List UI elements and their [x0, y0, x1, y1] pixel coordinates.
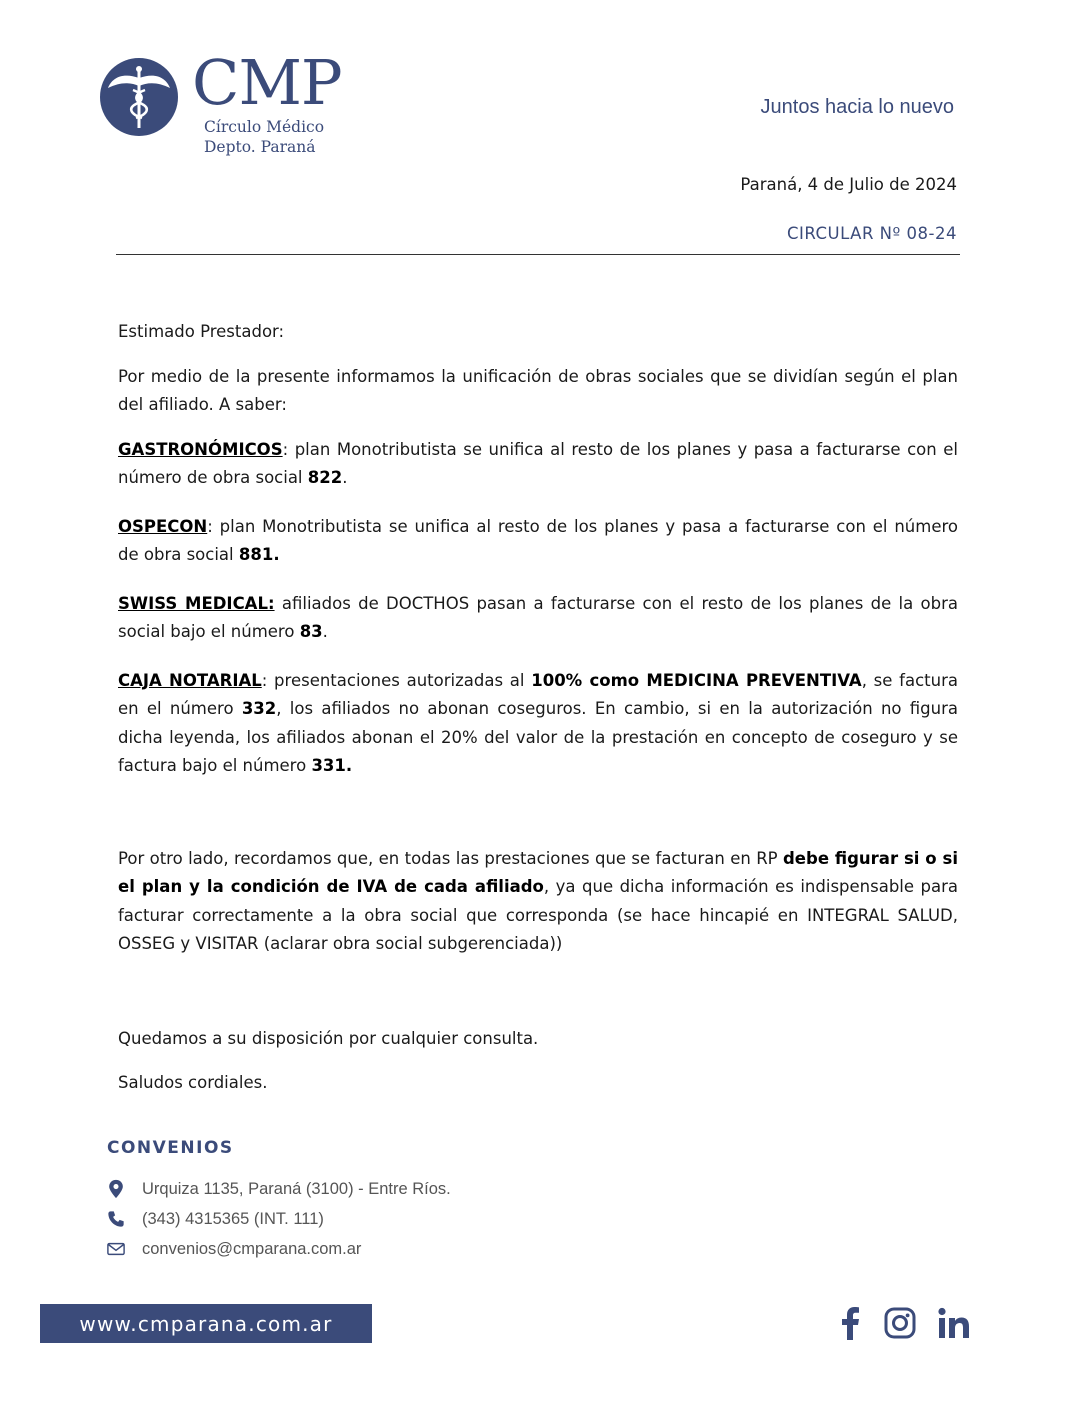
ospecon-label: OSPECON: [118, 516, 208, 536]
reminder-emphasis: debe figurar si o si el plan y la condición de IVA de cada afiliado: [118, 848, 959, 896]
intro-paragraph: Por medio de la presente informamos la unificación de obras sociales que se dividían según el plan del afiliado. A saber:: [118, 366, 958, 414]
gastronomicos-label: GASTRONÓMICOS: [118, 439, 283, 459]
logo-subtitle-line2: Depto. Paraná: [204, 138, 316, 156]
header-divider: [116, 254, 960, 255]
email-link[interactable]: convenios@cmparana.com.ar: [142, 1239, 362, 1258]
reminder-text2: , ya que dicha información es indispensable para facturar correctamente a la obra social que corresponda (se hace hincapié en INTEGRAL SALUD, OSSEG y VISITAR (aclarar obra social subgerenciada)): [118, 877, 959, 953]
gastronomicos-number: 822: [307, 468, 343, 487]
instagram-icon[interactable]: [884, 1306, 916, 1340]
regards-line: Saludos cordiales.: [118, 1073, 268, 1092]
circular-number: CIRCULAR Nº 08-24: [786, 224, 957, 243]
caja-notarial-text1: : presentaciones autorizadas al: [261, 670, 532, 690]
ospecon-paragraph: [118, 513, 958, 570]
convenios-title: CONVENIOS: [107, 1138, 234, 1158]
logo-subtitle-line1: Círculo Médico: [204, 118, 325, 136]
website-link[interactable]: www.cmparana.com.ar: [40, 1304, 372, 1343]
phone-text: (343) 4315365 (INT. 111): [142, 1209, 324, 1228]
location-pin-icon: [107, 1179, 125, 1199]
caduceus-logo-icon: [100, 58, 178, 136]
swiss-medical-label: SWISS MEDICAL:: [118, 593, 275, 613]
greeting: Estimado Prestador:: [118, 322, 285, 341]
reminder-text1: Por otro lado, recordamos que, en todas las prestaciones que se facturan en RP: [118, 848, 783, 868]
gastronomicos-end: .: [342, 468, 348, 487]
caja-notarial-number2: 331.: [311, 756, 353, 775]
caja-notarial-paragraph: [118, 667, 958, 781]
ospecon-text: : plan Monotributista se unifica al resto de los planes y pasa a facturarse con el número de obra social: [118, 516, 958, 564]
swiss-medical-end: .: [322, 622, 328, 641]
gastronomicos-paragraph: [118, 436, 958, 493]
phone-row: [107, 1208, 324, 1230]
spacer: [118, 979, 958, 1025]
linkedin-icon[interactable]: [937, 1306, 971, 1340]
phone-icon: [107, 1209, 125, 1229]
envelope-icon: [107, 1239, 125, 1259]
ospecon-number: 881.: [238, 545, 280, 564]
caja-notarial-text3: , los afiliados no abonan coseguros. En cambio, si en la autorización no figura dicha leyenda, los afiliados abonan el 20% del valor de la prestación en concepto de coseguro y se factura bajo el número: [118, 699, 958, 775]
caja-notarial-preventiva: 100% como MEDICINA PREVENTIVA: [531, 670, 862, 690]
closing-line: Quedamos a su disposición por cualquier consulta.: [118, 1028, 539, 1048]
letter-date: Paraná, 4 de Julio de 2024: [740, 175, 957, 194]
gastronomicos-text: : plan Monotributista se unifica al resto de los planes y pasa a facturarse con el número de obra social: [118, 439, 958, 487]
swiss-medical-number: 83: [299, 622, 323, 641]
spacer: [118, 801, 958, 845]
logo-letters: CMP: [192, 46, 342, 119]
cmp-logo: [100, 46, 350, 168]
swiss-medical-text: afiliados de DOCTHOS pasan a facturarse con el resto de los planes de la obra social bajo el número: [118, 593, 959, 641]
caja-notarial-label: CAJA NOTARIAL: [118, 670, 262, 690]
reminder-paragraph: [118, 845, 958, 959]
address-row: [107, 1178, 451, 1200]
swiss-medical-paragraph: [118, 590, 958, 647]
email-row: [107, 1238, 361, 1260]
letter-body: [118, 318, 958, 1114]
tagline: Juntos hacia lo nuevo: [760, 96, 954, 118]
caja-notarial-number1: 332: [241, 699, 277, 718]
facebook-icon[interactable]: [838, 1306, 862, 1340]
address-text: Urquiza 1135, Paraná (3100) - Entre Ríos.: [142, 1179, 451, 1198]
caja-notarial-text2: , se factura en el número: [118, 670, 958, 718]
